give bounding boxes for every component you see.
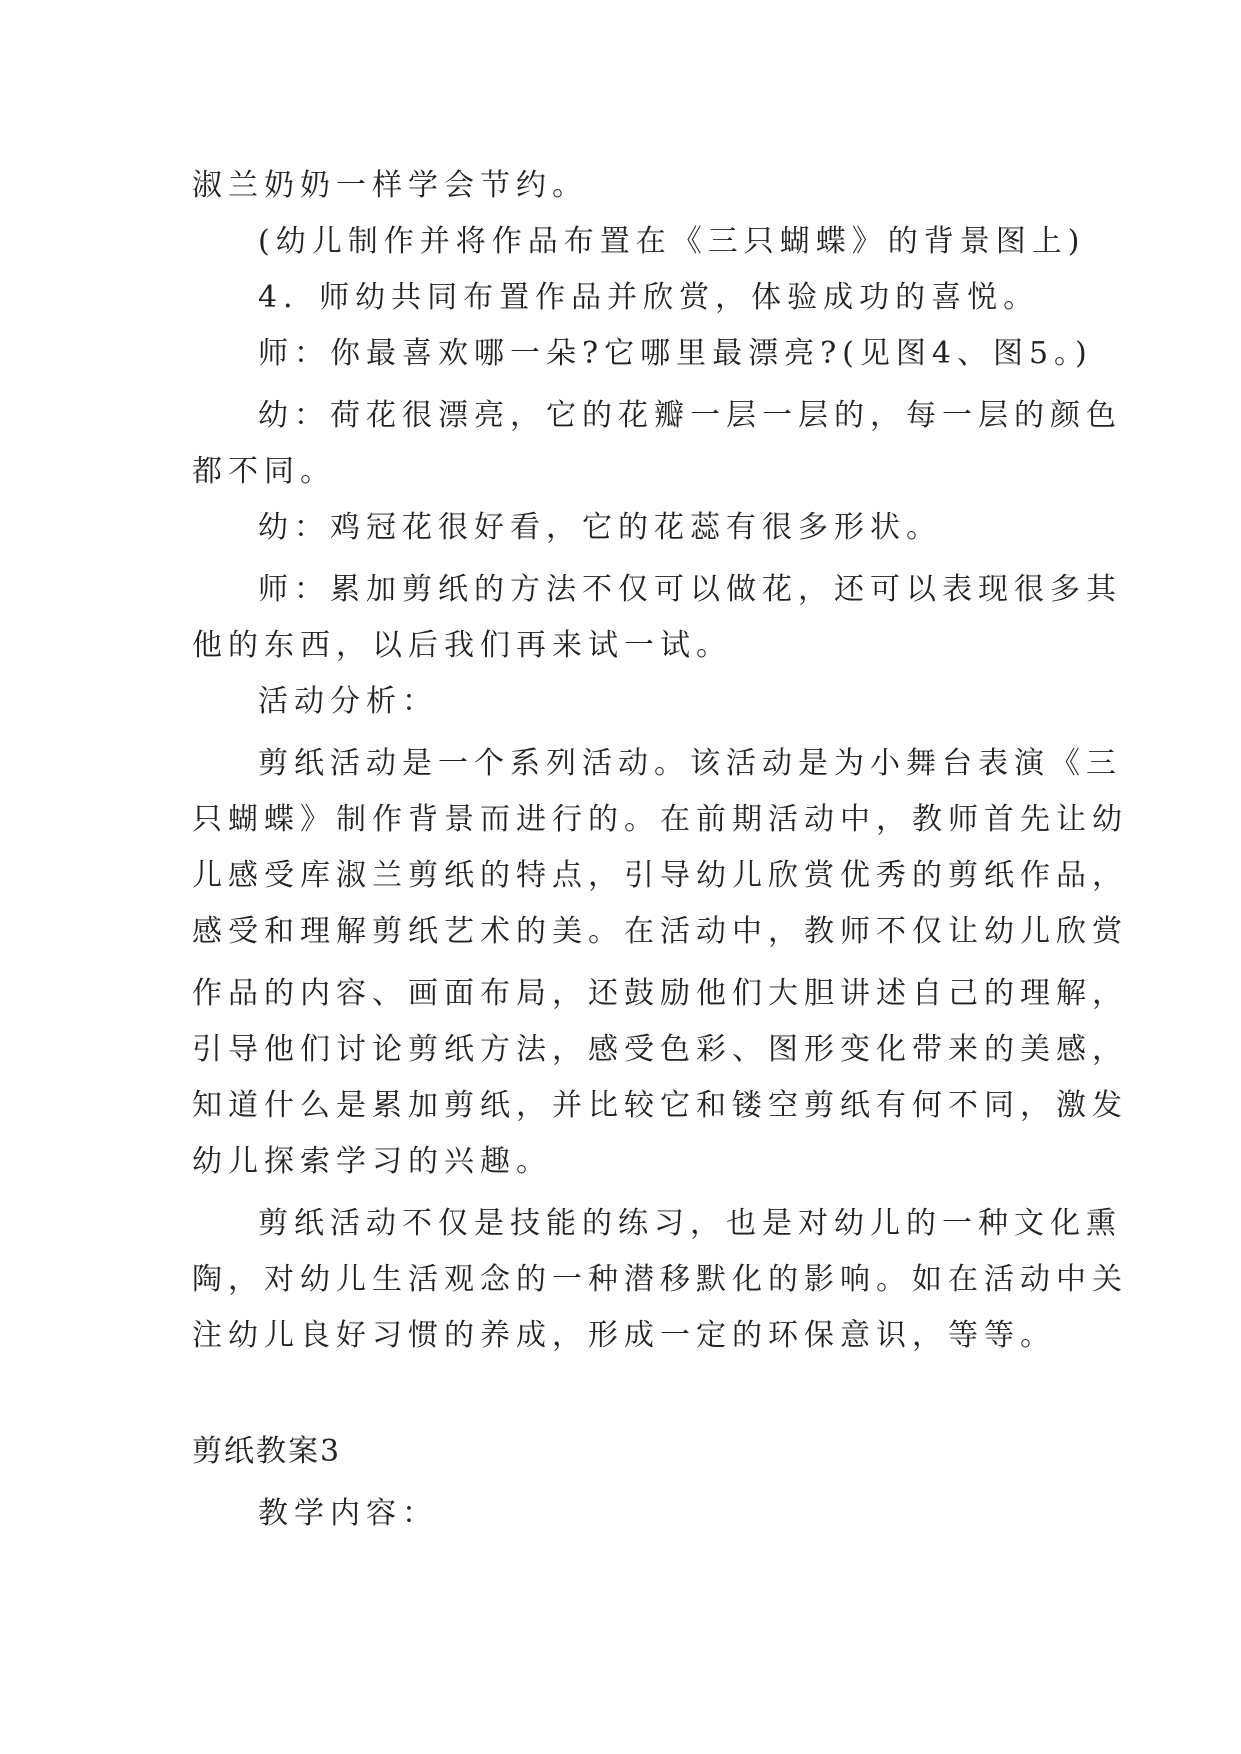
text-line: 感受和理解剪纸艺术的美。在活动中，教师不仅让幼儿欣赏 xyxy=(192,914,1128,949)
section-label: 教学内容： xyxy=(258,1496,438,1531)
text-line: 剪纸活动不仅是技能的练习，也是对幼儿的一种文化熏 xyxy=(258,1206,1122,1241)
text-line: 陶，对幼儿生活观念的一种潜移默化的影响。如在活动中关 xyxy=(192,1262,1128,1297)
text-line: 剪纸活动是一个系列活动。该活动是为小舞台表演《三 xyxy=(258,746,1122,781)
text-line: 师：累加剪纸的方法不仅可以做花，还可以表现很多其 xyxy=(258,572,1122,607)
text-line: (幼儿制作并将作品布置在《三只蝴蝶》的背景图上) xyxy=(258,224,1086,259)
text-line: 淑兰奶奶一样学会节约。 xyxy=(192,168,588,203)
text-line: 幼：荷花很漂亮，它的花瓣一层一层的，每一层的颜色 xyxy=(258,398,1122,433)
text-line: 4．师幼共同布置作品并欣赏，体验成功的喜悦。 xyxy=(258,280,1040,315)
text-line: 只蝴蝶》制作背景而进行的。在前期活动中，教师首先让幼 xyxy=(192,802,1128,837)
text-line: 作品的内容、画面布局，还鼓励他们大胆讲述自己的理解， xyxy=(192,976,1128,1011)
text-line: 注幼儿良好习惯的养成，形成一定的环保意识，等等。 xyxy=(192,1318,1056,1353)
text-line: 引导他们讨论剪纸方法，感受色彩、图形变化带来的美感， xyxy=(192,1032,1128,1067)
text-line: 师：你最喜欢哪一朵?它哪里最漂亮?(见图4、图5。) xyxy=(258,336,1093,371)
text-line: 知道什么是累加剪纸，并比较它和镂空剪纸有何不同，激发 xyxy=(192,1088,1128,1123)
section-label: 活动分析： xyxy=(258,684,438,719)
text-line: 幼儿探索学习的兴趣。 xyxy=(192,1144,552,1179)
text-line: 他的东西，以后我们再来试一试。 xyxy=(192,628,732,663)
text-line: 都不同。 xyxy=(192,454,336,489)
text-line: 儿感受库淑兰剪纸的特点，引导幼儿欣赏优秀的剪纸作品， xyxy=(192,858,1128,893)
section-heading: 剪纸教案3 xyxy=(192,1434,342,1469)
text-line: 幼：鸡冠花很好看，它的花蕊有很多形状。 xyxy=(258,510,942,545)
